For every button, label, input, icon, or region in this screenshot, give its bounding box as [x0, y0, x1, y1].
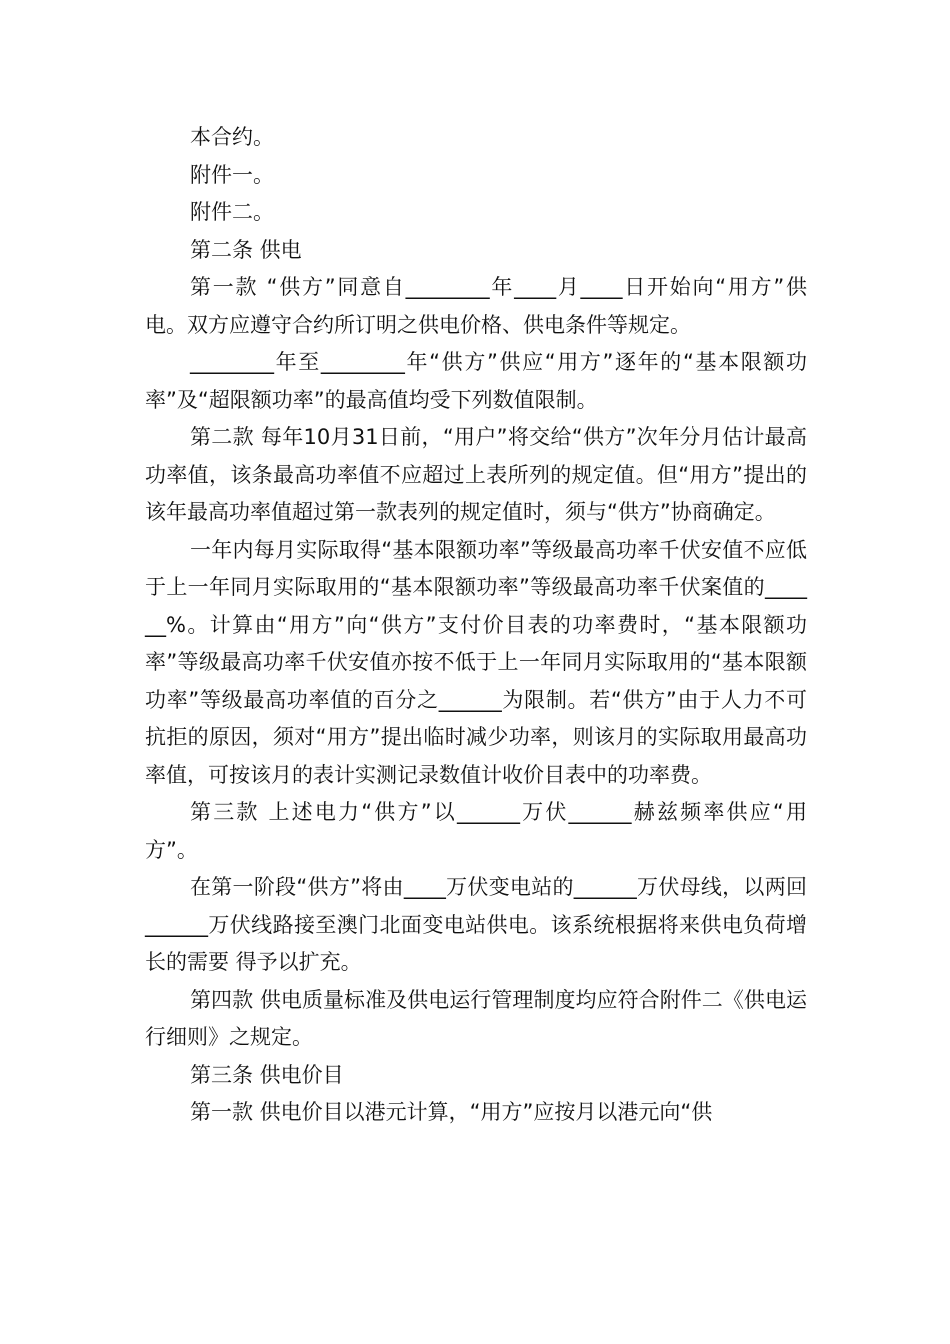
paragraph-annex-one: 附件一。 — [190, 162, 274, 187]
article-2-clause-4: 第四款 供电质量标准及供电运行管理制度均应符合附件二《供电运行细则》之规定。 — [145, 987, 807, 1049]
article-2-first-stage: 在第一阶段“供方”将由____万伏变电站的______万伏母线，以两回______万伏线路接至澳门北面变电站供电。该系统根据将来供电负荷增长的需要 得予以扩充。 — [145, 875, 807, 974]
document-body — [145, 119, 807, 1132]
paragraph-annex-two: 附件二。 — [190, 200, 274, 224]
article-2-power-limits: ________年至________年“供方”供应“用方”逐年的“基本限额功率”及“超限额功率”的最高值均受下列数值限制。 — [145, 350, 807, 412]
article-2-clause-1: 第一款 “供方”同意自________年____月____日开始向“用方”供电。双方应遵守合约所订明之供电价格、供电条件等规定。 — [145, 275, 807, 337]
paragraph-contract-end: 本合约。 — [190, 125, 274, 149]
article-2-clause-3: 第三款 上述电力“供方”以______万伏______赫兹频率供应“用方”。 — [145, 800, 807, 862]
article-2-clause-2: 第二款 每年10月31日前，“用户”将交给“供方”次年分月估计最高功率值，该条最高功率值不应超过上表所列的规定值。但“用方”提出的该年最高功率值超过第一款表列的规定值时，须与“供方”协商确定。 — [145, 425, 807, 524]
article-3-heading: 第三条 供电价目 — [190, 1062, 344, 1087]
article-2-monthly-minimum: 一年内每月实际取得“基本限额功率”等级最高功率千伏安值不应低于上一年同月实际取用的“基本限额功率”等级最高功率千伏案值的______%。计算由“用方”向“供方”支付价目表的功率费时，“基本限额功率”等级最高功率千伏安值亦按不低于上一年同月实际取用的“基本限额功率”等级最高功率值的百分之______为限制。若“供方”由于人力不可抗拒的原因，须对“用方”提出临时减少功率，则该月的实际取用最高功率值，可按该月的表计实测记录数值计收价目表中的功率费。 — [145, 537, 807, 787]
article-3-clause-1: 第一款 供电价目以港元计算，“用方”应按月以港元向“供 — [190, 1100, 713, 1124]
article-2-heading: 第二条 供电 — [190, 237, 302, 262]
